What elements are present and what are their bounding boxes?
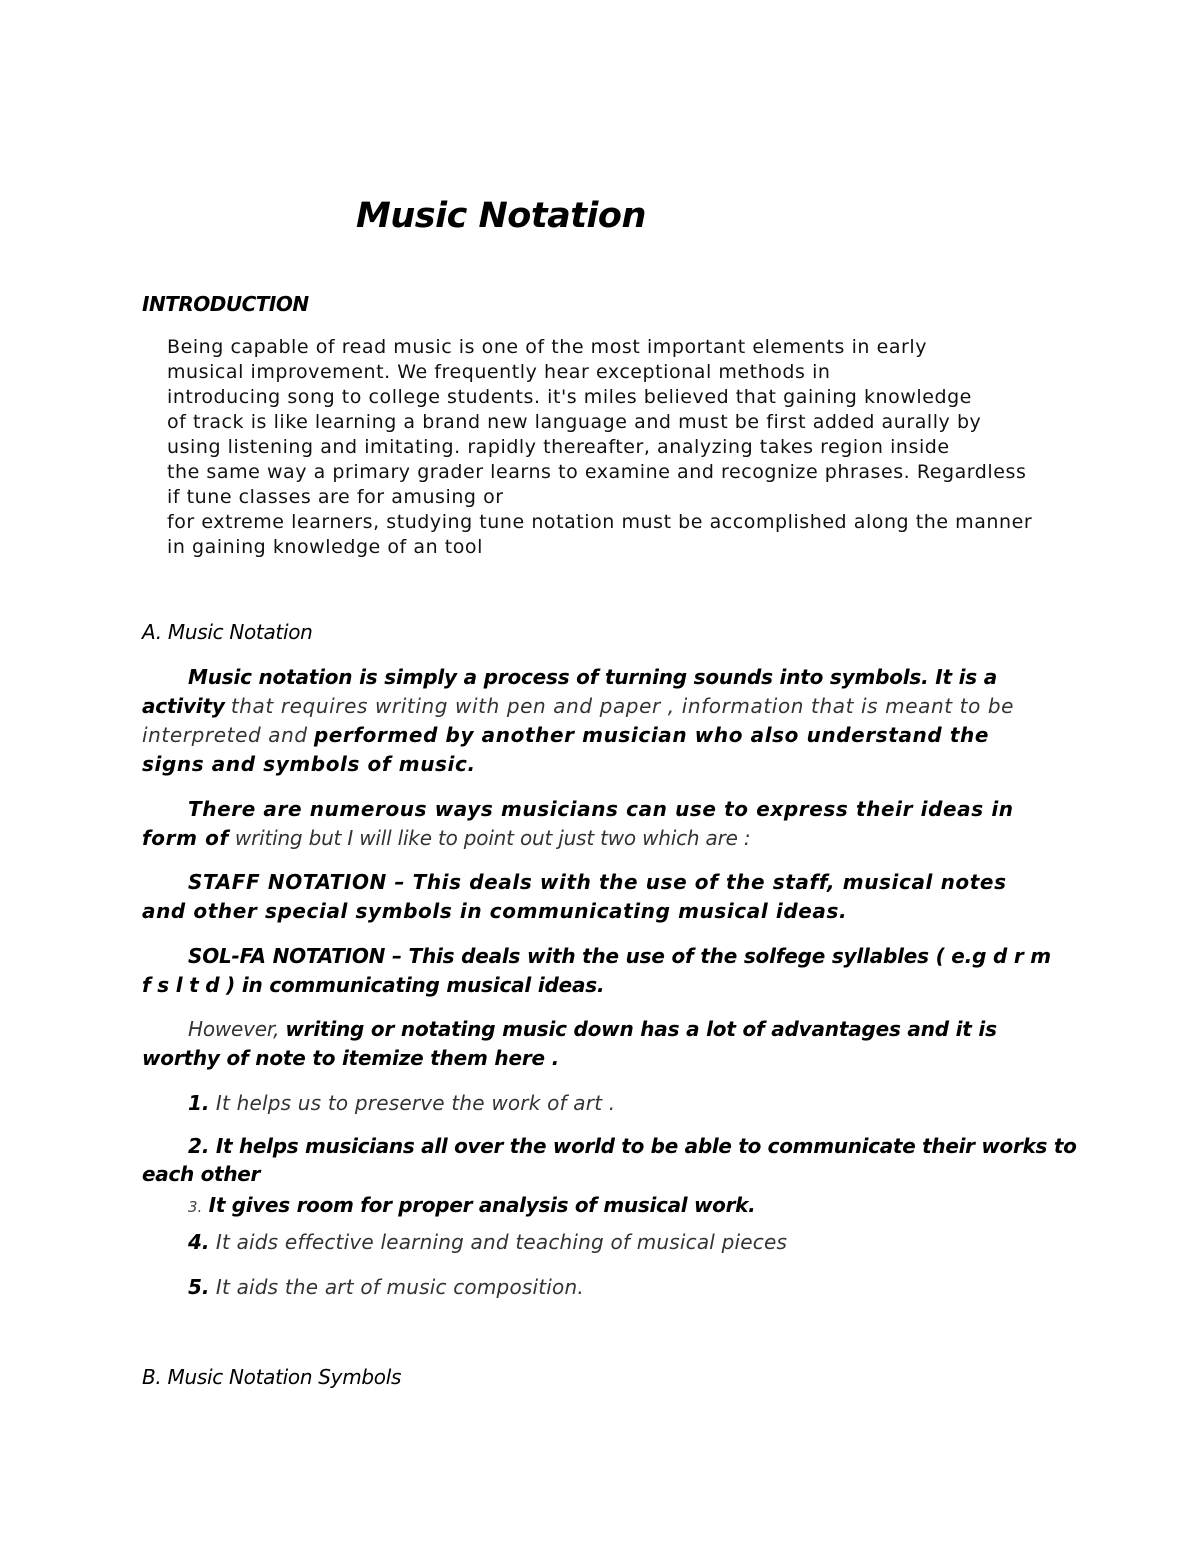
list-item: [188, 1193, 755, 1217]
paragraph-text: There are numerous ways musicians can use to express their ideas in form of: [142, 797, 1014, 850]
list-item: [188, 1134, 1077, 1158]
intro-line: in gaining knowledge of an tool: [167, 536, 483, 558]
paragraph-text: performed by another musician who also understand the signs and symbols of music.: [142, 723, 990, 776]
document-title: Music Notation: [356, 196, 646, 236]
section-b-heading: B. Music Notation Symbols: [142, 1365, 402, 1389]
intro-line: of track is like learning a brand new language and must be first added aurally by: [167, 411, 982, 433]
list-item-continuation: [142, 1162, 260, 1186]
list-item-text: It helps us to preserve the work of art .: [215, 1091, 616, 1115]
list-item-text: It helps musicians all over the world to be able to communicate their works to: [215, 1134, 1077, 1158]
paragraph-text: writing but I will like to point out just two which are :: [234, 826, 751, 850]
paragraph-text: that requires writing with pen and paper , information that is meant to be interpreted and: [142, 694, 1015, 747]
intro-heading: INTRODUCTION: [142, 292, 309, 316]
paragraph-definition: [142, 663, 1056, 779]
intro-line: Being capable of read music is one of the most important elements in early: [167, 336, 928, 358]
list-item: [188, 1275, 584, 1299]
section-a-heading: A. Music Notation: [142, 620, 313, 644]
list-item-number: 3.: [188, 1198, 203, 1216]
paragraph-text: SOL-FA NOTATION – This deals with the use of the solfege syllables ( e.g d r m f s l t d ) in communicating musical ideas.: [142, 944, 1051, 997]
intro-line: if tune classes are for amusing or: [167, 486, 504, 508]
list-item-number: 4.: [188, 1230, 210, 1254]
paragraph-staff-notation: [142, 868, 1056, 926]
list-item-text: each other: [142, 1162, 261, 1186]
intro-line: introducing song to college students. it's miles believed that gaining knowledge: [167, 386, 972, 408]
paragraph-text: STAFF NOTATION – This deals with the use of the staff, musical notes and other special symbols in communicating musical ideas.: [142, 870, 1007, 923]
intro-line: using listening and imitating. rapidly thereafter, analyzing takes region inside: [167, 436, 950, 458]
list-item: [188, 1091, 615, 1115]
intro-line: musical improvement. We frequently hear exceptional methods in: [167, 361, 831, 383]
list-item-number: 2.: [188, 1134, 210, 1158]
paragraph-advantages: [142, 1015, 1056, 1073]
list-item-number: 5.: [188, 1275, 210, 1299]
list-item-text: It aids the art of music composition.: [215, 1275, 584, 1299]
list-item-text: It gives room for proper analysis of musical work.: [208, 1193, 756, 1217]
intro-line: the same way a primary grader learns to examine and recognize phrases. Regardless: [167, 461, 1027, 483]
list-item-number: 1.: [188, 1091, 210, 1115]
paragraph-text: writing or notating music down has a lot of advantages and it is worthy of note to itemize them here .: [142, 1017, 997, 1070]
paragraph-text: However,: [188, 1017, 280, 1041]
paragraph-text: Music notation is simply a process of turning sounds into symbols. It is a activity: [142, 665, 998, 718]
paragraph-solfa-notation: [142, 942, 1056, 1000]
list-item-text: It aids effective learning and teaching of musical pieces: [215, 1230, 788, 1254]
intro-line: for extreme learners, studying tune notation must be accomplished along the manner: [167, 511, 1033, 533]
list-item: [188, 1230, 787, 1254]
paragraph-ways: [142, 795, 1056, 853]
